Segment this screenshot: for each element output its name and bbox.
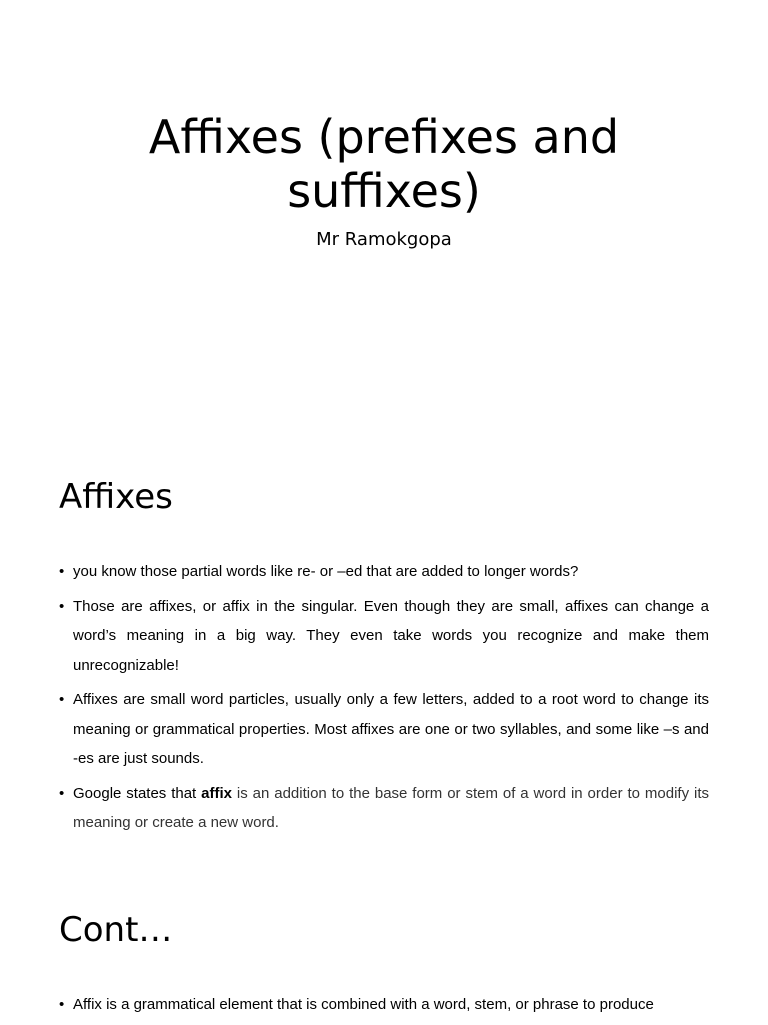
bullet-text: Affixes are small word particles, usually only a few letters, added to a root word to change its meaning or grammatical properties. Most affixes are one or two syllables, and some like –s and -es are just sounds.	[73, 691, 709, 767]
bullet-dot: •	[59, 597, 65, 615]
presentation-title: Affixes (prefixes and suffixes)	[148, 110, 620, 218]
bullet-list-affixes	[59, 557, 709, 843]
bullet-text-suffix: is an addition to the base form or stem of a word in order to modify its meaning or create a new word.	[73, 784, 709, 831]
bullet-item	[59, 990, 709, 1020]
bullet-dot: •	[59, 563, 65, 580]
title-slide	[0, 0, 768, 432]
bullet-text: Those are affixes, or affix in the singular. Even though they are small, affixes can change a word’s meaning in a big way. They even take words you recognize and make them unrecognizable!	[73, 597, 709, 674]
bullet-text-bold: affix	[201, 784, 232, 802]
bullet-text: Affix is a grammatical element that is combined with a word, stem, or phrase to produce	[73, 996, 654, 1013]
bullet-dot: •	[59, 691, 65, 708]
bullet-item	[59, 685, 709, 774]
slide-heading-affixes: Affixes	[59, 477, 173, 517]
bullet-dot: •	[59, 784, 65, 802]
bullet-item	[59, 592, 709, 681]
bullet-dot: •	[59, 996, 65, 1013]
bullet-list-cont	[59, 990, 709, 1025]
presentation-author: Mr Ramokgopa	[316, 229, 452, 250]
slide-heading-cont: Cont…	[59, 910, 173, 950]
bullet-item	[59, 779, 709, 838]
bullet-item	[59, 557, 709, 587]
bullet-text: you know those partial words like re- or –ed that are added to longer words?	[73, 563, 579, 580]
bullet-text-prefix: Google states that	[73, 784, 202, 802]
